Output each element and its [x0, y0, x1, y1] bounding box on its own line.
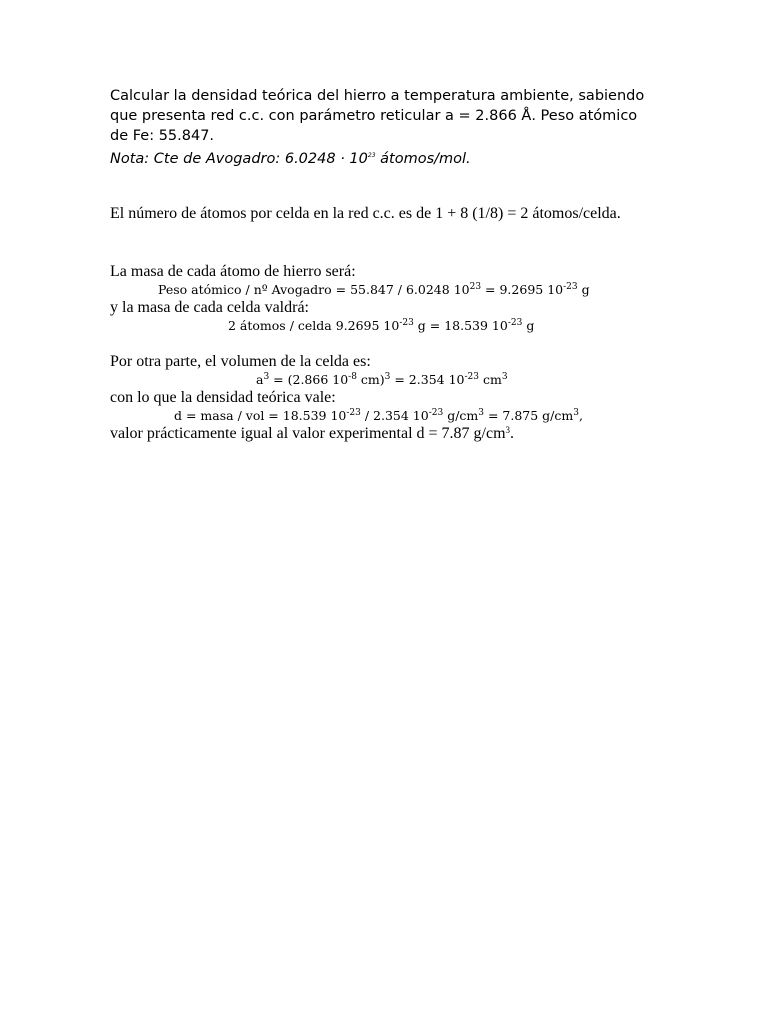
note-exponent: 23: [367, 152, 376, 159]
mass-atom-formula: [110, 281, 670, 298]
formula-text: g = 18.539 10: [413, 318, 508, 333]
formula-text: cm: [478, 372, 502, 387]
formula-text: a: [256, 372, 264, 387]
formula-exponent: -23: [399, 318, 414, 328]
formula-text: d = masa / vol = 18.539 10: [174, 408, 347, 423]
formula-exponent: 3: [263, 372, 270, 382]
formula-exponent: -8: [348, 372, 357, 382]
formula-text: Peso atómico / nº Avogadro = 55.847 / 6.0248 10: [158, 282, 470, 297]
atoms-per-cell-text: El número de átomos por celda en la red c.c. es de 1 + 8 (1/8) = 2 átomos/celda.: [110, 205, 621, 222]
formula-exponent: 3: [384, 372, 391, 382]
formula-text: = 2.354 10: [390, 372, 465, 387]
formula-text: = 9.2695 10: [481, 282, 564, 297]
mass-cell-formula: [110, 317, 670, 334]
formula-exponent: 3: [501, 372, 508, 382]
note-prefix: Nota: Cte de Avogadro: 6.0248 · 10: [110, 151, 368, 167]
volume-density-block: [110, 352, 670, 443]
formula-text: g: [522, 318, 535, 333]
formula-text: = 7.875 g/cm: [484, 408, 574, 423]
problem-statement: Calcular la densidad teórica del hierro a temperatura ambiente, sabiendo que presenta red c.c. con parámetro reticular a = 2.866 Å. Peso atómico de Fe: 55.847.: [110, 88, 645, 144]
formula-exponent: -23: [507, 318, 523, 328]
formula-text: / 2.354 10: [360, 408, 429, 423]
atoms-per-cell-block: [110, 204, 670, 223]
formula-exponent: -23: [563, 282, 578, 292]
mass-atom-intro: La masa de cada átomo de hierro será:: [110, 263, 356, 280]
formula-text: cm): [356, 372, 385, 387]
formula-exponent: 3: [478, 408, 484, 418]
density-intro: con lo que la densidad teórica vale:: [110, 389, 336, 406]
formula-text: g/cm: [443, 408, 479, 423]
formula-exponent: -23: [464, 372, 479, 382]
mass-block: [110, 262, 670, 334]
mass-cell-intro: y la masa de cada celda valdrá:: [110, 299, 309, 316]
conclusion: [110, 424, 670, 443]
volume-intro: Por otra parte, el volumen de la celda es:: [110, 353, 371, 370]
problem-statement-block: [110, 86, 650, 169]
conclusion-exponent: 3: [505, 425, 511, 435]
note-suffix: átomos/mol.: [375, 151, 471, 167]
formula-exponent: -23: [346, 408, 361, 418]
formula-text: = (2.866 10: [269, 372, 349, 387]
volume-formula: [110, 371, 670, 388]
formula-text: ,: [578, 408, 583, 423]
formula-exponent: 23: [469, 282, 482, 292]
formula-text: 2 átomos / celda 9.2695 10: [228, 318, 400, 333]
formula-text: g: [577, 282, 590, 297]
conclusion-text: valor prácticamente igual al valor experimental d = 7.87 g/cm: [110, 425, 506, 442]
formula-exponent: 3: [573, 408, 579, 418]
formula-exponent: -23: [428, 408, 444, 418]
avogadro-note: [110, 146, 650, 169]
conclusion-end: .: [510, 425, 515, 442]
density-formula: [110, 407, 670, 424]
